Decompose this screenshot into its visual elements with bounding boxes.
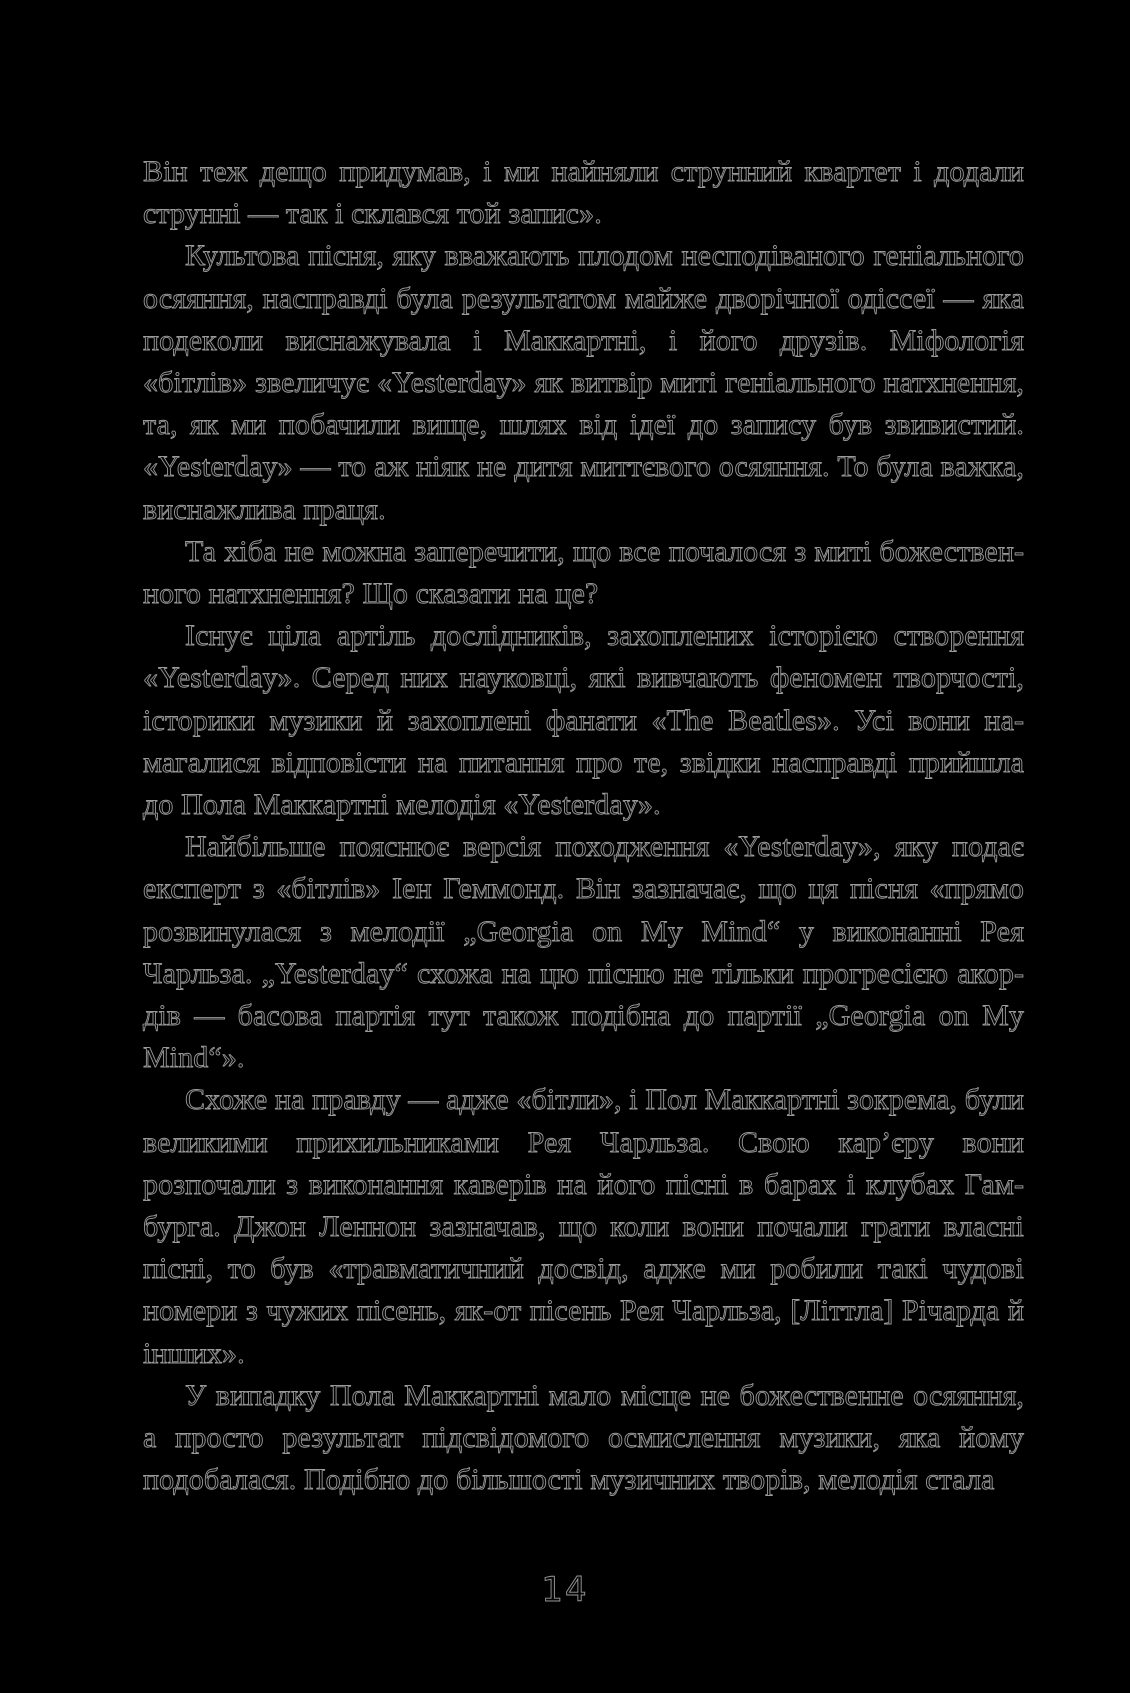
paragraph-4: Існує ціла артіль дослідників, захоплених історією створення «Yesterday». Серед них науковці, які вивчають феномен творчості, історики музики й захоплені фанати «The Beatles». Усі вони намагалися відповісти на питання про те, звідки насправді прийшла до Пола Маккартні мелодія «Yesterday». bbox=[143, 619, 1024, 822]
paragraph-7: У випадку Пола Маккартні мало місце не божественне осяяння, а просто результат підсвідомого осмислення музики, яка йому подобалася. Подібно до більшості музичних творів, мелодія стала bbox=[143, 1378, 1024, 1497]
page-number: 14 bbox=[541, 1570, 589, 1610]
paragraph-1: Він теж дещо придумав, і ми найняли струнний квартет і додали струнні — так і склався той запис». bbox=[143, 155, 1024, 231]
paragraph-2: Культова пісня, яку вважають плодом несподіваного геніального осяяння, насправді була результатом майже дворічної одіссеї — яка подекoли виснажувала і Маккартні, і його друзів. Міфологія «бітлів» звеличує «Yesterday» як витвір миті геніального натхнення, та, як ми побачили вище, шлях від ідеї до запису був звивистий. «Yesterday» — то аж ніяк не дитя миттєвого осяяння. То була важка, виснажлива праця. bbox=[143, 239, 1024, 526]
paragraph-6: Схоже на правду — адже «бітли», і Пол Маккартні зокрема, були великими прихильниками Рея Чарльза. Свою кар’єру вони розпочали з виконання каверів на його пісні в барах і клубах Гамбурга. Джон Леннон зазначав, що коли вони почали грати власні пісні, то був «травматичний досвід, адже ми робили такі чудові номери з чужих пісень, як-от пісень Рея Чарльза, [Літтла] Річарда й інших». bbox=[143, 1083, 1024, 1370]
body-text bbox=[143, 151, 1024, 1502]
paragraph-5: Найбільше пояснює версія походження «Yesterday», яку подає експерт з «бітлів» Іен Геммонд. Він зазначає, що ця пісня «прямо розвинулася з мелодії „Georgia on My Mind“ у виконанні Рея Чарльза. „Yesterday“ схожа на цю пісню не тільки прогресією акордів — басова партія тут також подібна до партії „Georgia on My Mind“». bbox=[143, 830, 1024, 1075]
paragraph-3: Та хіба не можна заперечити, що все почалося з миті божественного натхнення? Що сказати на це? bbox=[143, 534, 1024, 611]
